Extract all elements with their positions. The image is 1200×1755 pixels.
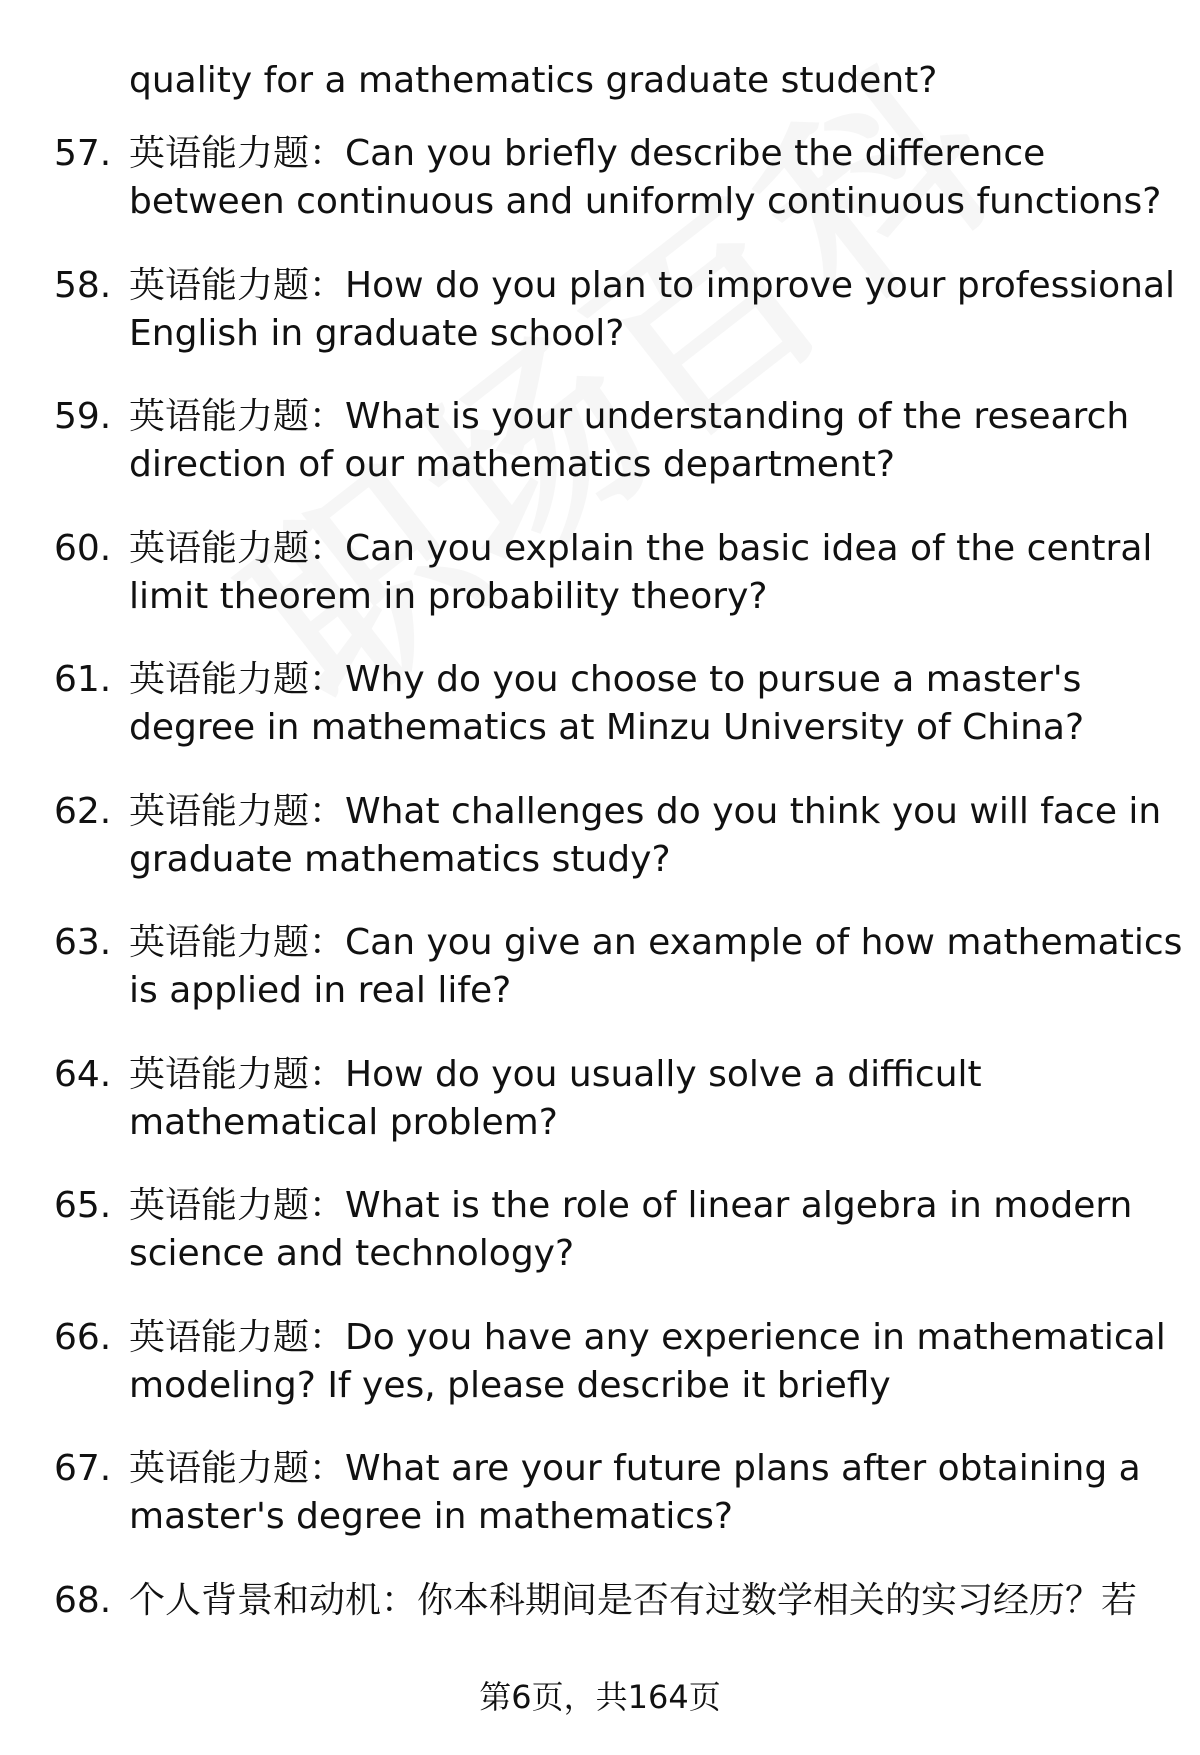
- question-text-line: 英语能力题：Why do you choose to pursue a master's: [129, 659, 1082, 700]
- question-number: 61.: [54, 659, 112, 700]
- question-text-line: direction of our mathematics department?: [129, 444, 895, 485]
- question-number: 66.: [54, 1317, 112, 1358]
- question-text-line: 个人背景和动机：你本科期间是否有过数学相关的实习经历？若: [129, 1580, 1138, 1621]
- question-text: [129, 525, 1153, 621]
- question-text-line: 英语能力题：How do you plan to improve your professional: [129, 265, 1176, 306]
- question-number: 60.: [54, 528, 112, 569]
- question-text-line: 英语能力题：What are your future plans after obtaining a: [129, 1448, 1141, 1489]
- watermark: [180, 0, 1047, 758]
- question-text-line: is applied in real life?: [129, 970, 512, 1011]
- question-text-line: between continuous and uniformly continuous functions?: [129, 181, 1162, 222]
- question-text-line: 英语能力题：What challenges do you think you will face in: [129, 791, 1162, 832]
- question-number: 65.: [54, 1185, 112, 1226]
- question-text-line: 英语能力题：Do you have any experience in mathematical: [129, 1317, 1166, 1358]
- question-text: [129, 1182, 1149, 1278]
- question-text-line: modeling? If yes, please describe it briefly: [129, 1365, 891, 1406]
- question-text-line: degree in mathematics at Minzu University of China?: [129, 707, 1085, 748]
- continuation-line: quality for a mathematics graduate student?: [129, 60, 938, 101]
- question-text: [129, 1577, 1149, 1625]
- question-text-line: science and technology?: [129, 1233, 575, 1274]
- question-text-line: master's degree in mathematics?: [129, 1496, 734, 1537]
- question-number: 67.: [54, 1448, 112, 1489]
- question-text: [129, 1445, 1149, 1541]
- question-text-line: 英语能力题：How do you usually solve a difficult: [129, 1054, 982, 1095]
- question-text-line: 英语能力题：Can you briefly describe the difference: [129, 133, 1046, 174]
- question-number: 59.: [54, 396, 112, 437]
- question-number: 58.: [54, 265, 112, 306]
- question-number: 57.: [54, 133, 112, 174]
- question-text-line: 英语能力题：What is your understanding of the research: [129, 396, 1130, 437]
- question-number: 68.: [54, 1580, 112, 1621]
- question-text-line: 英语能力题：Can you explain the basic idea of the central: [129, 528, 1153, 569]
- question-text: [129, 130, 1162, 226]
- question-number: 62.: [54, 791, 112, 832]
- question-text: [129, 656, 1149, 752]
- question-text: [129, 919, 1183, 1015]
- question-text-line: English in graduate school?: [129, 313, 625, 354]
- question-text: [129, 393, 1149, 489]
- question-number: 64.: [54, 1054, 112, 1095]
- question-number: 63.: [54, 922, 112, 963]
- question-text: [129, 1314, 1166, 1410]
- question-text-line: mathematical problem?: [129, 1102, 558, 1143]
- question-text-line: 英语能力题：Can you give an example of how mathematics: [129, 922, 1183, 963]
- page-footer: 第6页，共164页: [479, 1678, 721, 1716]
- question-text: [129, 788, 1162, 884]
- question-text: [129, 1051, 1149, 1147]
- question-text-line: limit theorem in probability theory?: [129, 576, 768, 617]
- question-text-line: 英语能力题：What is the role of linear algebra in modern: [129, 1185, 1133, 1226]
- question-text-line: graduate mathematics study?: [129, 839, 671, 880]
- question-text: [129, 262, 1176, 358]
